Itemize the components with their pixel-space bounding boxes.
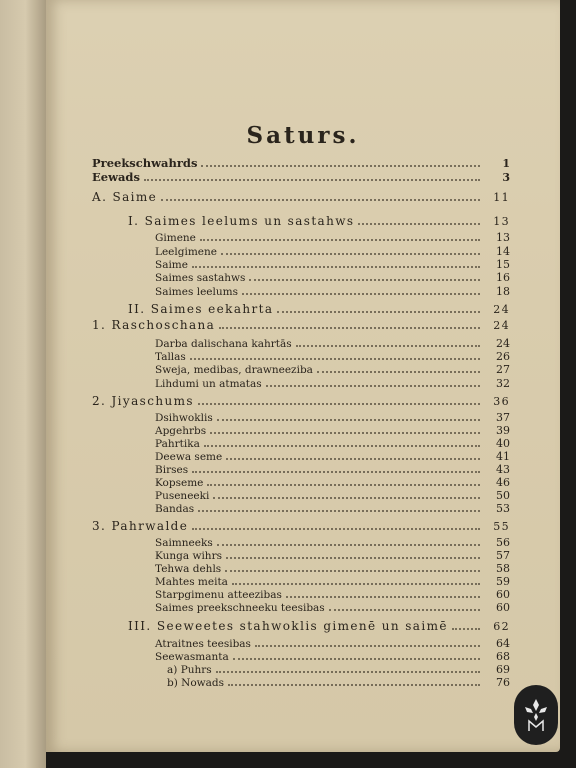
toc-page-number: 15 — [496, 258, 510, 271]
toc-entry-title: 1. Raschoschana — [92, 318, 216, 332]
toc-entry — [92, 190, 510, 204]
toc-page-number: 24 — [493, 319, 510, 332]
toc-page-number: 55 — [493, 520, 510, 533]
toc-page-number: 26 — [496, 350, 510, 363]
dot-leader — [210, 424, 480, 434]
watermark-logo-icon — [514, 685, 558, 745]
toc-entry-title: Saimes preekschneeku teesibas — [155, 602, 325, 614]
toc-entry-title: Sweja, medibas, drawneeziba — [155, 364, 313, 376]
dot-leader — [317, 363, 480, 373]
toc-page-number: 36 — [493, 395, 510, 408]
dot-leader — [225, 562, 480, 572]
toc-page-number: 57 — [496, 549, 510, 562]
dot-leader — [296, 337, 480, 347]
dot-leader — [358, 215, 480, 225]
toc-entry — [155, 575, 510, 589]
dot-leader — [228, 676, 480, 686]
toc-entry-title: Gimene — [155, 232, 196, 244]
dot-leader — [201, 157, 480, 167]
toc-entry — [155, 437, 510, 451]
dot-leader — [217, 536, 480, 546]
toc-entry-title: Saimes sastahws — [155, 272, 246, 284]
dot-leader — [198, 502, 480, 512]
toc-entry-title: Atraitnes teesibas — [155, 638, 251, 650]
toc-entry — [155, 476, 510, 490]
dot-leader — [232, 575, 480, 585]
toc-entry-title: Mahtes meita — [155, 576, 228, 588]
dot-leader — [198, 395, 480, 405]
toc-page-number: 24 — [493, 303, 510, 316]
dot-leader — [249, 271, 480, 281]
toc-page-number: 1 — [502, 157, 510, 170]
toc-entry — [155, 424, 510, 438]
toc-entry-title: Pahrtika — [155, 438, 200, 450]
toc-entry-title: Saime — [155, 259, 188, 271]
toc-entry-title: Kopseme — [155, 477, 204, 489]
toc-entry-title: Birses — [155, 464, 189, 476]
toc-page-number: 58 — [496, 562, 510, 575]
toc-entry-title: Apgehrbs — [155, 425, 207, 437]
toc-entry — [155, 502, 510, 516]
toc-entry — [155, 245, 510, 259]
toc-entry-title: II. Saimes eekahrta — [128, 302, 274, 316]
toc-entry — [155, 377, 510, 391]
toc-page-number: 50 — [496, 489, 510, 502]
toc-entry — [92, 170, 510, 184]
dot-leader — [226, 450, 480, 460]
toc-entry — [155, 231, 510, 245]
toc-entry — [155, 601, 510, 615]
toc-entry — [155, 271, 510, 285]
dot-leader — [277, 303, 480, 313]
toc-page-number: 64 — [496, 637, 510, 650]
dot-leader — [255, 637, 480, 647]
toc-entry-title: Saimes leelums — [155, 286, 238, 298]
toc-entry — [155, 650, 510, 664]
toc-entry-title: 3. Pahrwalde — [92, 519, 189, 533]
toc-entry-title: Puseneeki — [155, 490, 210, 502]
toc-entry — [155, 489, 510, 503]
toc-entry-title: Starpgimenu atteezibas — [155, 589, 282, 601]
toc-entry-title: Preekschwahrds — [92, 156, 198, 170]
toc-entry-title: Dsihwoklis — [155, 412, 213, 424]
toc-entry-title: Leelgimene — [155, 246, 217, 258]
toc-entry-title: b) Nowads — [167, 677, 225, 689]
dot-leader — [192, 520, 480, 530]
dot-leader — [226, 549, 480, 559]
toc-entry — [128, 619, 510, 633]
toc-page-number: 59 — [496, 575, 510, 588]
dot-leader — [242, 285, 480, 295]
toc-page-number: 24 — [496, 337, 510, 350]
toc-entry — [155, 337, 510, 351]
toc-page-number: 16 — [496, 271, 510, 284]
toc-entry-title: a) Puhrs — [167, 664, 212, 676]
dot-leader — [219, 319, 480, 329]
toc-entry-title: Saimneeks — [155, 537, 213, 549]
toc-entry-title: Kunga wihrs — [155, 550, 222, 562]
dot-leader — [286, 588, 480, 598]
dot-leader — [161, 191, 480, 201]
toc-page-number: 62 — [493, 620, 510, 633]
toc-page-number: 32 — [496, 377, 510, 390]
toc-entry-title: Darba dalischana kahrtās — [155, 338, 292, 350]
toc-page-number: 56 — [496, 536, 510, 549]
toc-entry — [155, 549, 510, 563]
toc-page-number: 18 — [496, 285, 510, 298]
toc-entry-title: Lihdumi un atmatas — [155, 378, 262, 390]
toc-entry-title: 2. Jiyaschums — [92, 394, 194, 408]
toc-entry — [155, 258, 510, 272]
toc-page-number: 3 — [502, 171, 510, 184]
toc-page-number: 14 — [496, 245, 510, 258]
toc-page-number: 37 — [496, 411, 510, 424]
dot-leader — [207, 476, 480, 486]
dot-leader — [233, 650, 480, 660]
toc-entry — [155, 350, 510, 364]
dot-leader — [221, 245, 480, 255]
toc-entry — [92, 318, 510, 332]
toc-entry — [155, 562, 510, 576]
dot-leader — [144, 171, 480, 181]
toc-entry-title: A. Saime — [92, 190, 158, 204]
page-title: Saturs. — [246, 122, 360, 149]
toc-entry-title: Tallas — [155, 351, 186, 363]
toc-page-number: 40 — [496, 437, 510, 450]
toc-entry — [155, 536, 510, 550]
toc-entry — [155, 637, 510, 651]
toc-entry-title: Seewasmanta — [155, 651, 229, 663]
toc-page-number: 46 — [496, 476, 510, 489]
toc-entry — [92, 519, 510, 533]
dot-leader — [216, 663, 480, 673]
dot-leader — [213, 489, 480, 499]
toc-entry-title: III. Seeweetes stahwoklis gimenē un saimē — [128, 619, 448, 633]
toc-entry-title: Eewads — [92, 170, 140, 184]
toc-entry — [155, 411, 510, 425]
left-page-edge — [0, 0, 46, 768]
toc-entry-title: Deewa seme — [155, 451, 223, 463]
toc-entry — [155, 588, 510, 602]
dot-leader — [190, 350, 480, 360]
dot-leader — [192, 258, 480, 268]
toc-entry — [155, 285, 510, 299]
toc-entry-title: Tehwa dehls — [155, 563, 222, 575]
toc-entry — [92, 156, 510, 170]
toc-page-number: 41 — [496, 450, 510, 463]
toc-entry — [167, 663, 510, 677]
dot-leader — [217, 411, 480, 421]
dot-leader — [200, 231, 480, 241]
toc-page-number: 43 — [496, 463, 510, 476]
toc-entry-title: I. Saimes leelums un sastahws — [128, 214, 355, 228]
toc-page-number: 39 — [496, 424, 510, 437]
toc-page-number: 13 — [496, 231, 510, 244]
toc-entry — [128, 302, 510, 316]
toc-page-number: 27 — [496, 363, 510, 376]
toc-entry — [128, 214, 510, 228]
toc-page-number: 69 — [496, 663, 510, 676]
dot-leader — [192, 463, 480, 473]
dot-leader — [204, 437, 480, 447]
dot-leader — [329, 601, 480, 611]
toc-page-number: 11 — [493, 191, 510, 204]
toc-entry — [155, 450, 510, 464]
toc-entry — [167, 676, 510, 690]
toc-entry — [155, 463, 510, 477]
toc-page-number: 60 — [496, 588, 510, 601]
dot-leader — [266, 377, 480, 387]
toc-entry — [92, 394, 510, 408]
toc-entry-title: Bandas — [155, 503, 195, 515]
toc-page-number: 13 — [493, 215, 510, 228]
toc-page-number: 68 — [496, 650, 510, 663]
toc-page-number: 60 — [496, 601, 510, 614]
dot-leader — [452, 620, 480, 630]
toc-page-number: 76 — [496, 676, 510, 689]
toc-entry — [155, 363, 510, 377]
toc-page-number: 53 — [496, 502, 510, 515]
